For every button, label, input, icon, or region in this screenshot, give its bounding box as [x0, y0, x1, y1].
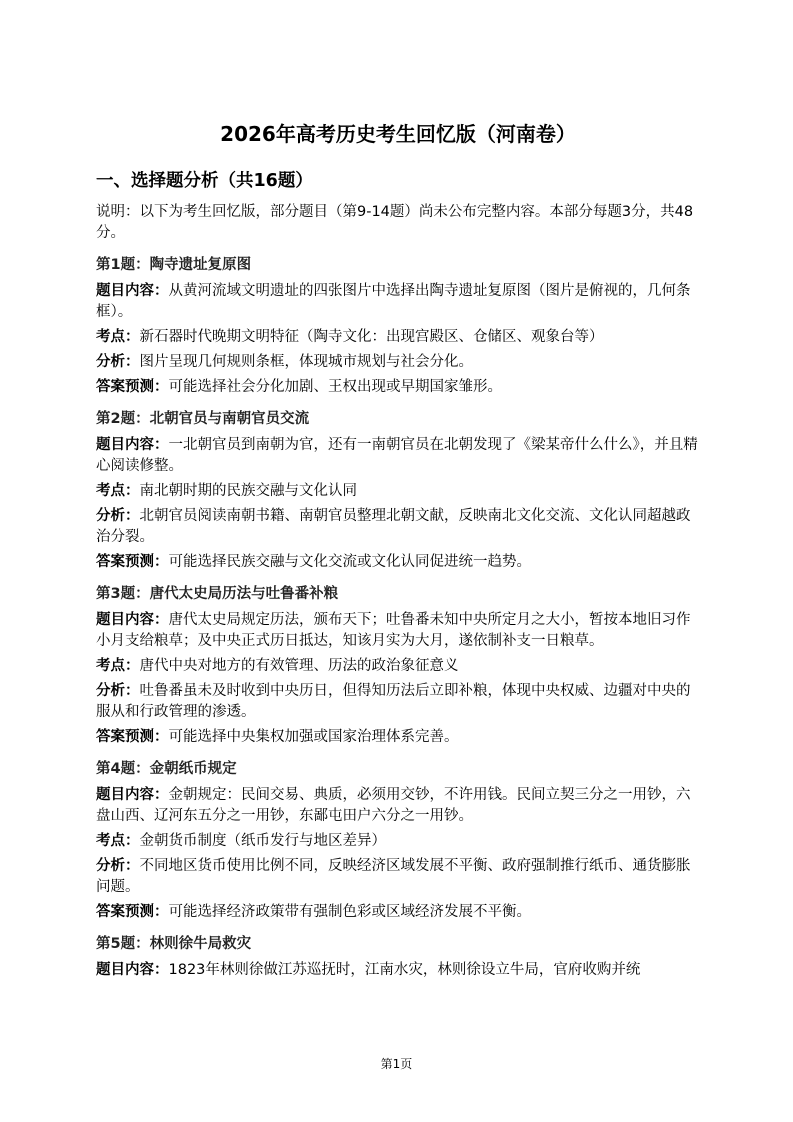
analysis-label: 分析：	[96, 508, 140, 524]
question-point	[96, 481, 700, 502]
question-analysis	[96, 506, 700, 548]
question-3	[96, 583, 700, 748]
section-heading: 一、选择题分析（共16题）	[96, 171, 313, 191]
analysis-text: 图片呈现几何规则条框，体现城市规划与社会分化。	[139, 354, 473, 370]
content-text: 从黄河流域文明遗址的四张图片中选择出陶寺遗址复原图（图片是俯视的，几何条框）。	[96, 283, 691, 320]
question-4	[96, 758, 700, 923]
question-analysis	[96, 352, 700, 373]
question-2	[96, 408, 700, 573]
question-title: 第1题：陶寺遗址复原图	[96, 257, 252, 273]
content-text: 唐代太史局规定历法，颁布天下；吐鲁番未知中央所定月之大小，暂按本地旧习作小月支给粮草；及中央正式历日抵达，知该月实为大月，遂依制补支一日粮草。	[96, 612, 691, 649]
analysis-text: 不同地区货币使用比例不同，反映经济区域发展不平衡、政府强制推行纸币、通货膨胀问题。	[96, 858, 691, 895]
question-content	[96, 435, 700, 477]
analysis-label: 分析：	[96, 354, 140, 370]
question-point	[96, 656, 700, 677]
question-answer	[96, 902, 700, 923]
document-title: 2026年高考历史考生回忆版（河南卷）	[220, 122, 576, 146]
question-title: 第4题：金朝纸币规定	[96, 761, 237, 777]
answer-label: 答案预测：	[96, 379, 169, 395]
content-label: 题目内容：	[96, 787, 169, 803]
section-note: 说明：以下为考生回忆版，部分题目（第9-14题）尚未公布完整内容。本部分每题3分，共48分。	[96, 204, 694, 241]
content-label: 题目内容：	[96, 962, 169, 978]
content-label: 题目内容：	[96, 437, 169, 453]
answer-label: 答案预测：	[96, 904, 169, 920]
point-text: 金朝货币制度（纸币发行与地区差异）	[139, 833, 386, 849]
point-label: 考点：	[96, 329, 140, 345]
analysis-text: 吐鲁番虽未及时收到中央历日，但得知历法后立即补粮，体现中央权威、边疆对中央的服从和行政管理的渗透。	[96, 683, 691, 720]
question-1	[96, 254, 700, 398]
question-point	[96, 327, 700, 348]
analysis-text: 北朝官员阅读南朝书籍、南朝官员整理北朝文献，反映南北文化交流、文化认同超越政治分裂。	[96, 508, 691, 545]
question-answer	[96, 727, 700, 748]
answer-label: 答案预测：	[96, 554, 169, 570]
question-analysis	[96, 856, 700, 898]
answer-label: 答案预测：	[96, 729, 169, 745]
question-analysis	[96, 681, 700, 723]
content-text: 一北朝官员到南朝为官，还有一南朝官员在北朝发现了《梁某帝什么什么》，并且精心阅读修整。	[96, 437, 698, 474]
question-content	[96, 960, 700, 981]
content-text: 1823年林则徐做江苏巡抚时，江南水灾，林则徐设立牛局，官府收购并统	[168, 962, 641, 978]
point-label: 考点：	[96, 658, 140, 674]
point-label: 考点：	[96, 833, 140, 849]
question-answer	[96, 377, 700, 398]
analysis-label: 分析：	[96, 683, 140, 699]
analysis-label: 分析：	[96, 858, 140, 874]
answer-text: 可能选择社会分化加剧、王权出现或早期国家雏形。	[168, 379, 502, 395]
point-text: 新石器时代晚期文明特征（陶寺文化：出现宫殿区、仓储区、观象台等）	[139, 329, 604, 345]
question-title: 第2题：北朝官员与南朝官员交流	[96, 411, 310, 427]
document-body	[96, 118, 700, 985]
point-text: 南北朝时期的民族交融与文化认同	[139, 483, 357, 499]
content-label: 题目内容：	[96, 612, 169, 628]
answer-text: 可能选择经济政策带有强制色彩或区域经济发展不平衡。	[168, 904, 531, 920]
question-5	[96, 933, 700, 981]
answer-text: 可能选择民族交融与文化交流或文化认同促进统一趋势。	[168, 554, 531, 570]
point-label: 考点：	[96, 483, 140, 499]
question-content	[96, 281, 700, 323]
content-text: 金朝规定：民间交易、典质，必须用交钞，不许用钱。民间立契三分之一用钞，六盘山西、辽河东五分之一用钞，东鄙屯田户六分之一用钞。	[96, 787, 691, 824]
question-content	[96, 785, 700, 827]
question-title: 第5题：林则徐牛局救灾	[96, 936, 252, 952]
question-answer	[96, 552, 700, 573]
question-content	[96, 610, 700, 652]
question-title: 第3题：唐代太史局历法与吐鲁番补粮	[96, 586, 339, 602]
answer-text: 可能选择中央集权加强或国家治理体系完善。	[168, 729, 459, 745]
page-number: 第1页	[380, 1057, 413, 1071]
question-point	[96, 831, 700, 852]
content-label: 题目内容：	[96, 283, 169, 299]
point-text: 唐代中央对地方的有效管理、历法的政治象征意义	[139, 658, 459, 674]
